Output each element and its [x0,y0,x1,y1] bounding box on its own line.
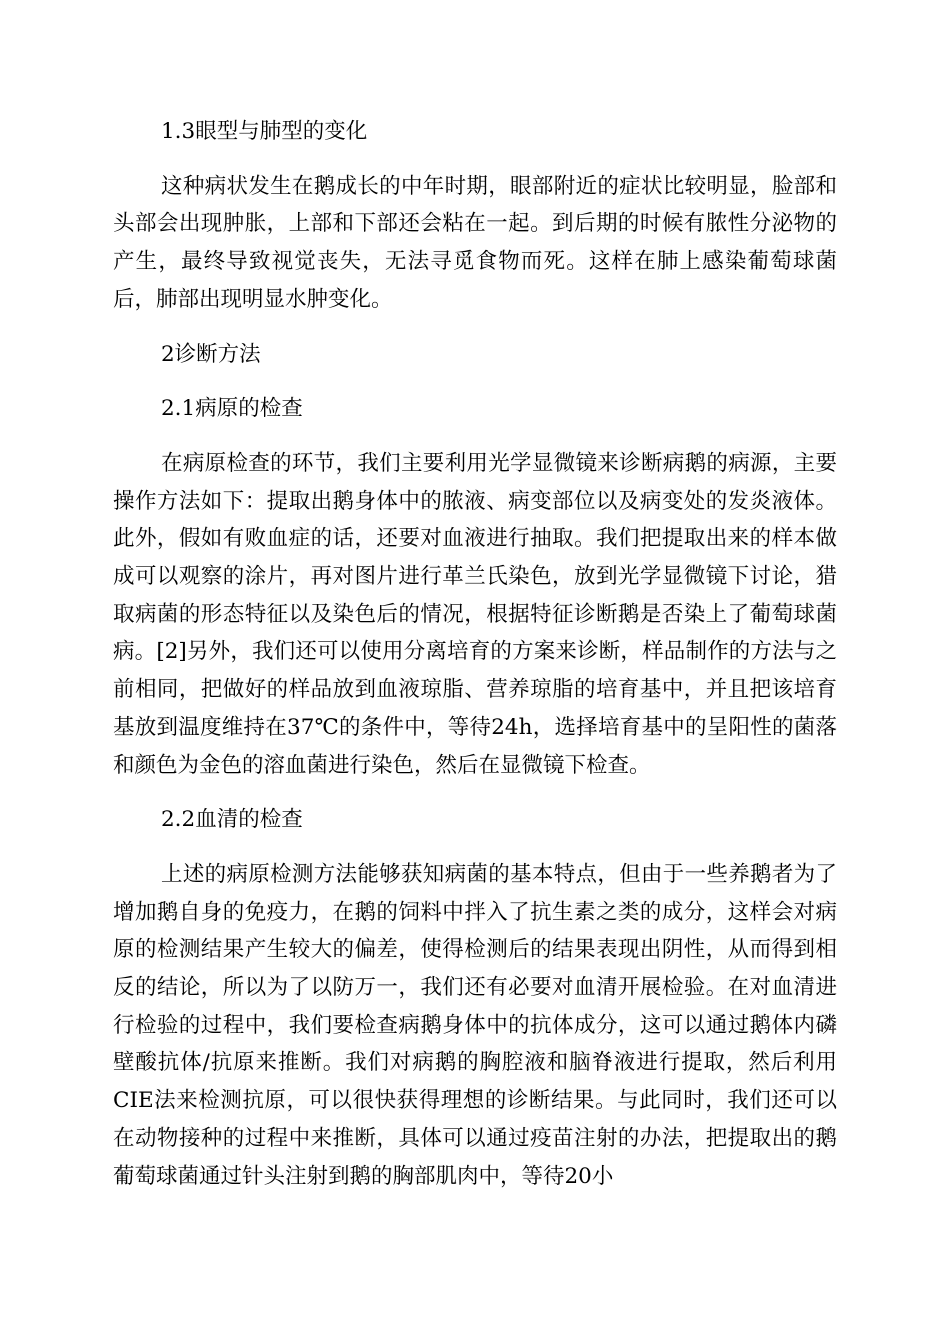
paragraph-2-2: 上述的病原检测方法能够获知病菌的基本特点，但由于一些养鹅者为了增加鹅自身的免疫力，在鹅的饲料中拌入了抗生素之类的成分，这样会对病原的检测结果产生较大的偏差，使得检测后的结果表现出阴性，从而得到相反的结论，所以为了以防万一，我们还有必要对血清开展检验。在对血清进行检验的过程中，我们要检查病鹅身体中的抗体成分，这可以通过鹅体内磷壁酸抗体/抗原来推断。我们对病鹅的胸腔液和脑脊液进行提取，然后利用CIE法来检测抗原，可以很快获得理想的诊断结果。与此同时，我们还可以在动物接种的过程中来推断，具体可以通过疫苗注射的办法，把提取出的鹅葡萄球菌通过针头注射到鹅的胸部肌肉中，等待20小 [113,861,837,1189]
document-body [113,113,837,1195]
paragraph-2-1: 在病原检查的环节，我们主要利用光学显微镜来诊断病鹅的病源，主要操作方法如下：提取出鹅身体中的脓液、病变部位以及病变处的发炎液体。此外，假如有败血症的话，还要对血液进行抽取。我们把提取出来的样本做成可以观察的涂片，再对图片进行革兰氏染色，放到光学显微镜下讨论，猎取病菌的形态特征以及染色后的情况，根据特征诊断鹅是否染上了葡萄球菌病。[2]另外，我们还可以使用分离培育的方案来诊断，样品制作的方法与之前相同，把做好的样品放到血液琼脂、营养琼脂的培育基中，并且把该培育基放到温度维持在37℃的条件中，等待24h，选择培育基中的呈阳性的菌落和颜色为金色的溶血菌进行染色，然后在显微镜下检查。 [113,450,837,778]
section-heading-2-2: 2.2血清的检查 [161,807,303,833]
paragraph-1-3: 这种病状发生在鹅成长的中年时期，眼部附近的症状比较明显，脸部和头部会出现肿胀，上部和下部还会粘在一起。到后期的时候有脓性分泌物的产生，最终导致视觉丧失，无法寻觅食物而死。这样在肺上感染葡萄球菌后，肺部出现明显水肿变化。 [113,173,837,312]
section-heading-2-1: 2.1病原的检查 [161,396,303,422]
section-heading-1-3: 1.3眼型与肺型的变化 [161,119,368,144]
section-heading-2: 2诊断方法 [161,341,261,367]
